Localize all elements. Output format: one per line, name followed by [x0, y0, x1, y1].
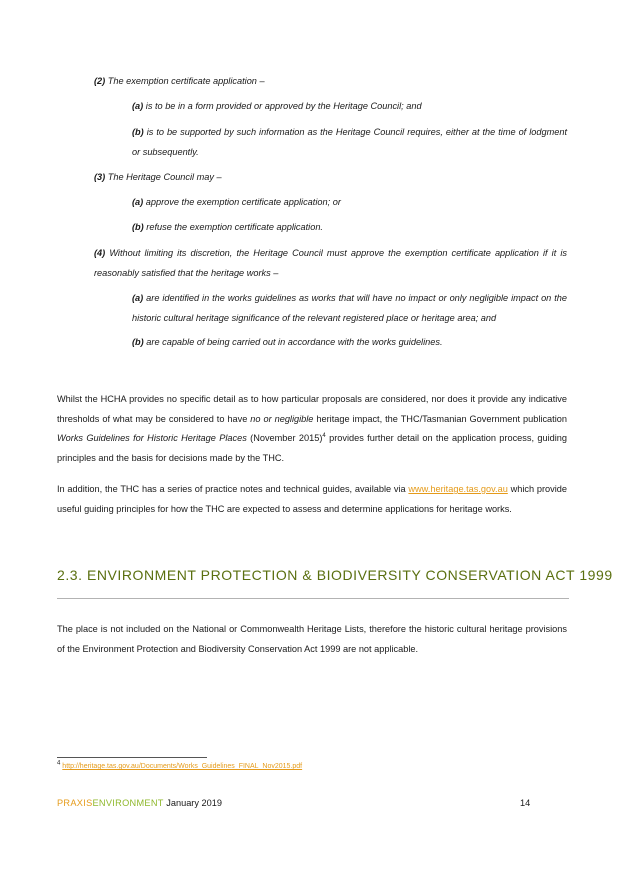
- clause-number: (a): [132, 293, 144, 303]
- clause-number: (2): [94, 76, 106, 86]
- clause-number: (4): [94, 248, 106, 258]
- footnote-number: 4: [57, 760, 61, 767]
- paragraph-text: provides further detail on the application process, guiding principles and the basis for decisions made by the THC.: [57, 433, 568, 463]
- paragraph-text: (November 2015): [246, 433, 323, 443]
- section-body-paragraph: The place is not included on the National or Commonwealth Heritage Lists, therefore the historic cultural heritage provisions of the Environment Protection and Biodiversity Conservation Act 1999 are not applicable.: [57, 624, 567, 654]
- clause-text: is to be supported by such information as the Heritage Council requires, either at the time of lodgment or subsequently.: [132, 127, 567, 157]
- emphasis-text: no or negligible: [250, 413, 314, 424]
- footer-date: January 2019: [166, 798, 222, 808]
- footnote-reference[interactable]: 4: [322, 432, 326, 439]
- clause-2: [94, 72, 567, 92]
- heritage-website-link[interactable]: www.heritage.tas.gov.au: [408, 484, 508, 494]
- body-paragraph-practice-notes: [57, 480, 567, 519]
- body-paragraph-hcha: [57, 390, 567, 468]
- clause-text: approve the exemption certificate application; or: [143, 197, 341, 207]
- clause-3: [94, 168, 567, 188]
- clause-number: (b): [132, 127, 144, 137]
- footnote-divider: [57, 757, 207, 758]
- paragraph-text: which provide useful guiding principles for how the THC are expected to assess and determine applications for heritage works.: [57, 484, 567, 514]
- clause-text: Without limiting its discretion, the Heritage Council must approve the exemption certificate application if it is reasonably satisfied that the heritage works –: [94, 248, 567, 278]
- footnote-link[interactable]: http://heritage.tas.gov.au/Documents/Works_Guidelines_FINAL_Nov2015.pdf: [62, 763, 303, 770]
- clause-number: (3): [94, 172, 106, 182]
- footer-brand-praxis: PRAXIS: [57, 798, 93, 808]
- clause-4a: [132, 289, 567, 328]
- clause-text: The exemption certificate application –: [105, 76, 265, 86]
- heading-divider: [57, 598, 569, 599]
- clause-number: (b): [132, 337, 144, 347]
- footer-brand-environment: ENVIRONMENT: [92, 798, 164, 808]
- paragraph-text: Whilst the HCHA provides no specific detail as to how particular proposals are considered, nor does it provide any indicative thresholds of what may be considered to have: [57, 394, 567, 424]
- clause-number: (b): [132, 222, 144, 232]
- clause-2b: [132, 123, 567, 162]
- paragraph-text: heritage impact, the THC/Tasmanian Government publication: [313, 413, 567, 424]
- clause-text: is to be in a form provided or approved by the Heritage Council; and: [143, 101, 422, 111]
- clause-number: (a): [132, 101, 144, 111]
- section-heading: 2.3. ENVIRONMENT PROTECTION & BIODIVERSITY CONSERVATION ACT 1999: [57, 567, 613, 583]
- clause-3a: [132, 193, 567, 213]
- clause-4: [94, 244, 567, 283]
- publication-title: Works Guidelines for Historic Heritage Places: [57, 433, 247, 443]
- footnote: [57, 762, 302, 772]
- clause-text: refuse the exemption certificate application.: [143, 222, 323, 232]
- page-footer: [57, 798, 222, 808]
- page-number: 14: [520, 798, 531, 808]
- paragraph-text: In addition, the THC has a series of practice notes and technical guides, available via: [57, 484, 409, 494]
- clause-number: (a): [132, 197, 144, 207]
- clause-text: The Heritage Council may –: [105, 172, 222, 182]
- clause-2a: [132, 97, 567, 117]
- clause-3b: [132, 218, 567, 238]
- clause-text: are identified in the works guidelines as works that will have no impact or only negligible impact on the historic cultural heritage significance of the relevant registered place or heritage area; and: [132, 293, 567, 323]
- clause-text: are capable of being carried out in accordance with the works guidelines.: [143, 337, 443, 347]
- clause-4b: [132, 333, 567, 353]
